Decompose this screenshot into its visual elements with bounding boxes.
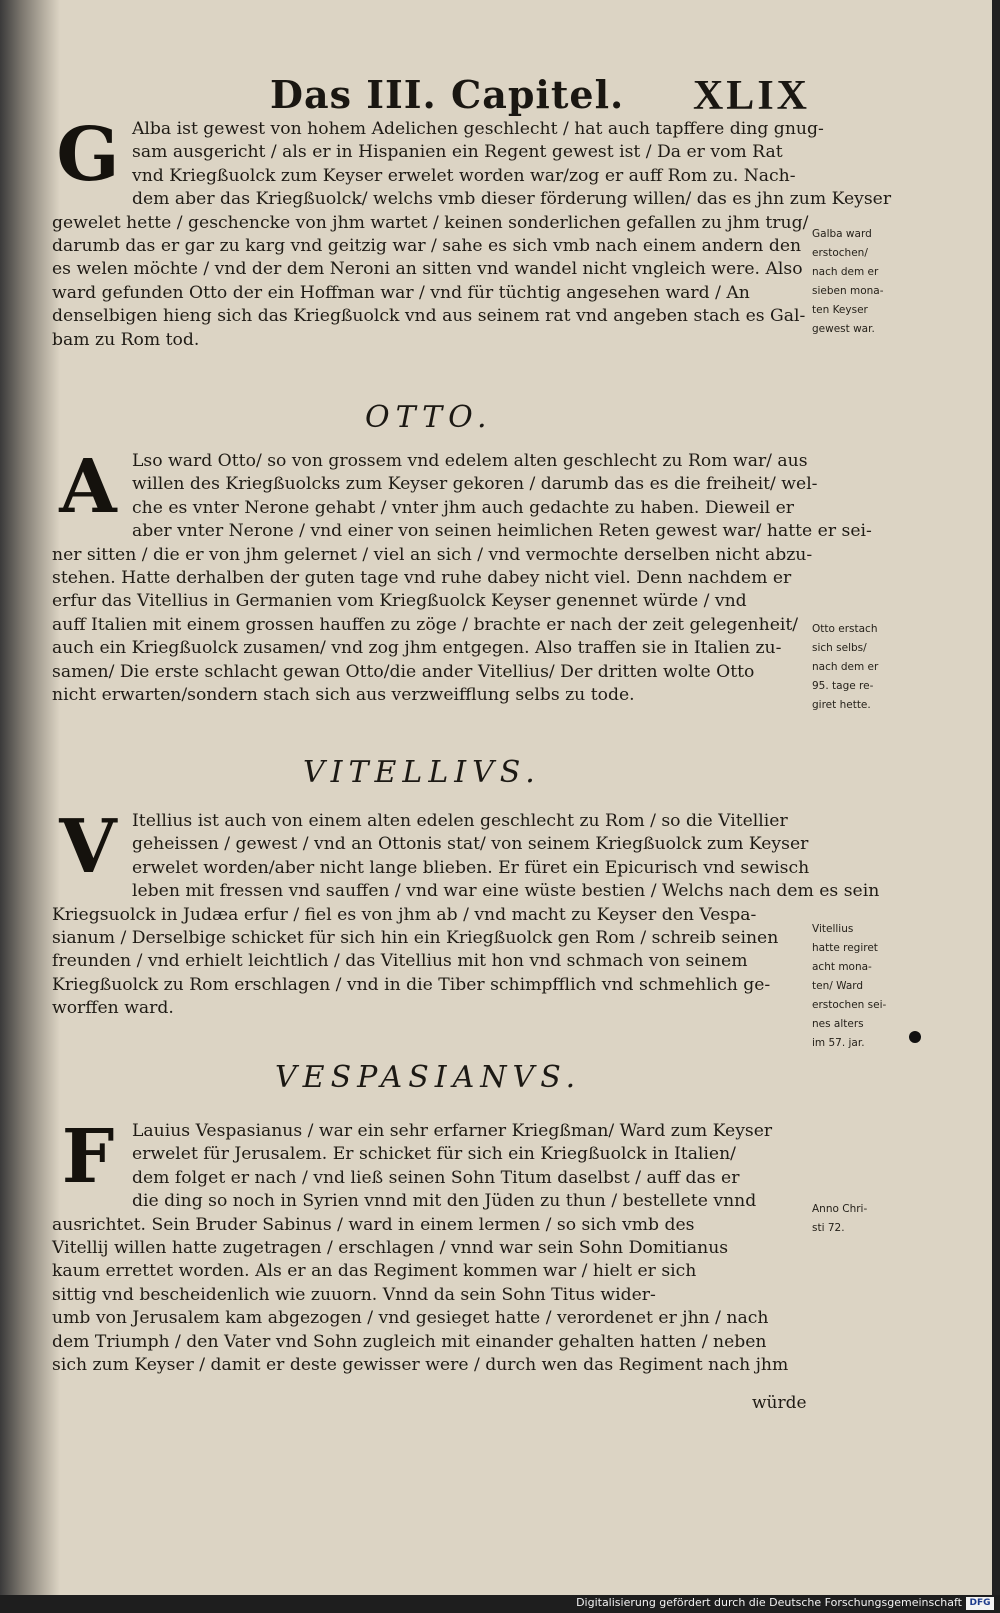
text-line: es welen möchte / vnd der dem Neroni an sitten vnd wandel nicht vngleich were. Also bbox=[52, 259, 803, 280]
funding-credit: Digitalisierung gefördert durch die Deutsche Forschungsgemeinschaft bbox=[576, 1596, 962, 1609]
text-line: dem aber das Kriegßuolck/ welchs vmb dieser förderung willen/ das es jhn zum Keyser bbox=[132, 189, 892, 210]
text-line: samen/ Die erste schlacht gewan Otto/die ander Vitellius/ Der dritten wolte Otto bbox=[52, 661, 755, 682]
note-line: hatte regiret bbox=[812, 942, 878, 954]
text-line: auch ein Kriegßuolck zusamen/ vnd zog jhm entgegen. Also traffen sie in Italien zu- bbox=[52, 638, 782, 659]
text-line: sam ausgericht / als er in Hispanien ein Regent gewest ist / Da er vom Rat bbox=[132, 142, 783, 163]
text-line: nicht erwarten/sondern stach sich aus verzweifflung selbs zu tode. bbox=[52, 685, 635, 706]
initial-letter: F bbox=[61, 1114, 115, 1200]
note-line: Galba ward bbox=[812, 228, 872, 240]
text-line: Alba ist gewest von hohem Adelichen geschlecht / hat auch tapffere ding gnug- bbox=[132, 119, 824, 139]
initial-letter: G bbox=[56, 112, 120, 198]
text-line: ner sitten / die er von jhm gelernet / viel an sich / vnd vermochte derselben nicht abzu- bbox=[52, 544, 813, 565]
note-line: Vitellius bbox=[812, 923, 854, 935]
dfg-logo: DFG bbox=[966, 1597, 994, 1610]
text-line: auff Italien mit einem grossen hauffen zu zöge / brachte er nach der zeit gelegenheit/ bbox=[52, 614, 799, 635]
text-line: ausrichtet. Sein Bruder Sabinus / ward in einem lermen / so sich vmb des bbox=[52, 1214, 695, 1235]
text-line: Lso ward Otto/ so von grossem vnd edelem alten geschlecht zu Rom war/ aus bbox=[132, 451, 808, 471]
margin-note-galba bbox=[812, 225, 890, 339]
text-line: umb von Jerusalem kam abgezogen / vnd gesieget hatte / verordenet er jhn / nach bbox=[52, 1308, 769, 1329]
text-line: stehen. Hatte derhalben der guten tage vnd ruhe dabey nicht viel. Denn nachdem er bbox=[52, 568, 792, 589]
note-line: gewest war. bbox=[812, 323, 875, 335]
note-line: Otto erstach bbox=[812, 623, 878, 635]
text-line: darumb das er gar zu karg vnd geitzig war / sahe es sich vmb nach einem andern den bbox=[52, 236, 802, 257]
text-line: vnd Kriegßuolck zum Keyser erwelet worden war/zog er auff Rom zu. Nach- bbox=[132, 165, 796, 186]
text-line: che es vnter Nerone gehabt / vnter jhm auch gedachte zu haben. Dieweil er bbox=[132, 497, 795, 518]
note-line: erstochen/ bbox=[812, 247, 868, 259]
note-line: sich selbs/ bbox=[812, 642, 867, 654]
text-line: sianum / Derselbige schicket für sich hin ein Kriegßuolck gen Rom / schreib seinen bbox=[52, 928, 779, 949]
initial-letter: A bbox=[59, 444, 117, 530]
text-line: dem folget er nach / vnd ließ seinen Sohn Titum daselbst / auff das er bbox=[132, 1167, 740, 1188]
note-line: nach dem er bbox=[812, 266, 879, 278]
margin-note-otto bbox=[812, 620, 890, 715]
page-gutter-shadow bbox=[0, 0, 60, 1595]
text-line: willen des Kriegßuolcks zum Keyser gekoren / darumb das es die freiheit/ wel- bbox=[132, 474, 818, 495]
text-line: Lauius Vespasianus / war ein sehr erfarner Kriegßman/ Ward zum Keyser bbox=[132, 1121, 773, 1141]
note-line: giret hette. bbox=[812, 699, 871, 711]
text-line: erwelet worden/aber nicht lange blieben. Er füret ein Epicurisch vnd sewisch bbox=[132, 857, 810, 878]
text-line: Itellius ist auch von einem alten edelen geschlecht zu Rom / so die Vitellier bbox=[132, 811, 788, 831]
text-line: Kriegßuolck zu Rom erschlagen / vnd in die Tiber schimpfflich vnd schmehlich ge- bbox=[52, 974, 771, 995]
text-line: erwelet für Jerusalem. Er schicket für sich ein Kriegßuolck in Italien/ bbox=[132, 1144, 736, 1165]
text-line: erfur das Vitellius in Germanien vom Kriegßuolck Keyser genennet würde / vnd bbox=[52, 591, 747, 612]
text-line: worffen ward. bbox=[52, 998, 174, 1019]
text-line: gewelet hette / geschencke von jhm wartet / keinen sonderlichen gefallen zu jhm trug/ bbox=[52, 212, 809, 233]
text-line: freunden / vnd erhielt leichtlich / das Vitellius mit hon vnd schmach von seinem bbox=[52, 951, 748, 972]
text-line: Kriegsuolck in Judæa erfur / fiel es von jhm ab / vnd macht zu Keyser den Vespa- bbox=[52, 904, 757, 925]
text-line: ward gefunden Otto der ein Hoffman war / vnd für tüchtig angesehen ward / An bbox=[52, 282, 750, 303]
note-line: nes alters bbox=[812, 1018, 864, 1030]
text-line: die ding so noch in Syrien vnnd mit den Jüden zu thun / bestellete vnnd bbox=[132, 1191, 757, 1212]
margin-dot bbox=[909, 1031, 921, 1043]
note-line: nach dem er bbox=[812, 661, 879, 673]
heading-vespasianus: VESPASIANVS. bbox=[275, 1060, 582, 1095]
text-line: geheissen / gewest / vnd an Ottonis stat/ von seinem Kriegßuolck zum Keyser bbox=[132, 834, 809, 855]
page-edge bbox=[992, 0, 1000, 1595]
note-line: sti 72. bbox=[812, 1222, 845, 1234]
note-line: ten/ Ward bbox=[812, 980, 864, 992]
heading-vitellius: VITELLIVS. bbox=[303, 755, 541, 790]
note-line: sieben mona- bbox=[812, 285, 884, 297]
text-line: Vitellij willen hatte zugetragen / erschlagen / vnnd war sein Sohn Domitianus bbox=[52, 1238, 729, 1259]
note-line: acht mona- bbox=[812, 961, 872, 973]
text-line: sich zum Keyser / damit er deste gewisser were / durch wen das Regiment nach jhm bbox=[52, 1355, 789, 1376]
text-line: kaum errettet worden. Als er an das Regiment kommen war / hielt er sich bbox=[52, 1261, 697, 1282]
heading-otto: OTTO. bbox=[365, 400, 493, 435]
margin-note-vitellius bbox=[812, 920, 890, 1053]
note-line: 95. tage re- bbox=[812, 680, 874, 692]
text-line: leben mit fressen vnd sauffen / vnd war eine wüste bestien / Welchs nach dem es sein bbox=[132, 881, 880, 902]
note-line: im 57. jar. bbox=[812, 1037, 865, 1049]
catchword: würde bbox=[752, 1393, 807, 1413]
note-line: Anno Chri- bbox=[812, 1203, 868, 1215]
chapter-title: Das III. Capitel. bbox=[270, 72, 625, 117]
initial-letter: V bbox=[59, 804, 117, 890]
folio-number: XLIX bbox=[692, 73, 810, 119]
digitization-footer bbox=[0, 1595, 1000, 1613]
note-line: ten Keyser bbox=[812, 304, 868, 316]
text-line: denselbigen hieng sich das Kriegßuolck vnd aus seinem rat vnd angeben stach es Gal- bbox=[52, 306, 806, 327]
text-line: aber vnter Nerone / vnd einer von seinen heimlichen Reten gewest war/ hatte er sei- bbox=[132, 521, 872, 542]
paragraph-vespasianus bbox=[52, 1114, 812, 1377]
note-line: erstochen sei- bbox=[812, 999, 887, 1011]
text-line: dem Triumph / den Vater vnd Sohn zugleich mit einander gehalten hatten / neben bbox=[52, 1331, 767, 1352]
text-line: sittig vnd bescheidenlich wie zuuorn. Vnnd da sein Sohn Titus wider- bbox=[52, 1284, 656, 1305]
text-line: bam zu Rom tod. bbox=[52, 329, 200, 350]
margin-note-anno bbox=[812, 1200, 890, 1238]
